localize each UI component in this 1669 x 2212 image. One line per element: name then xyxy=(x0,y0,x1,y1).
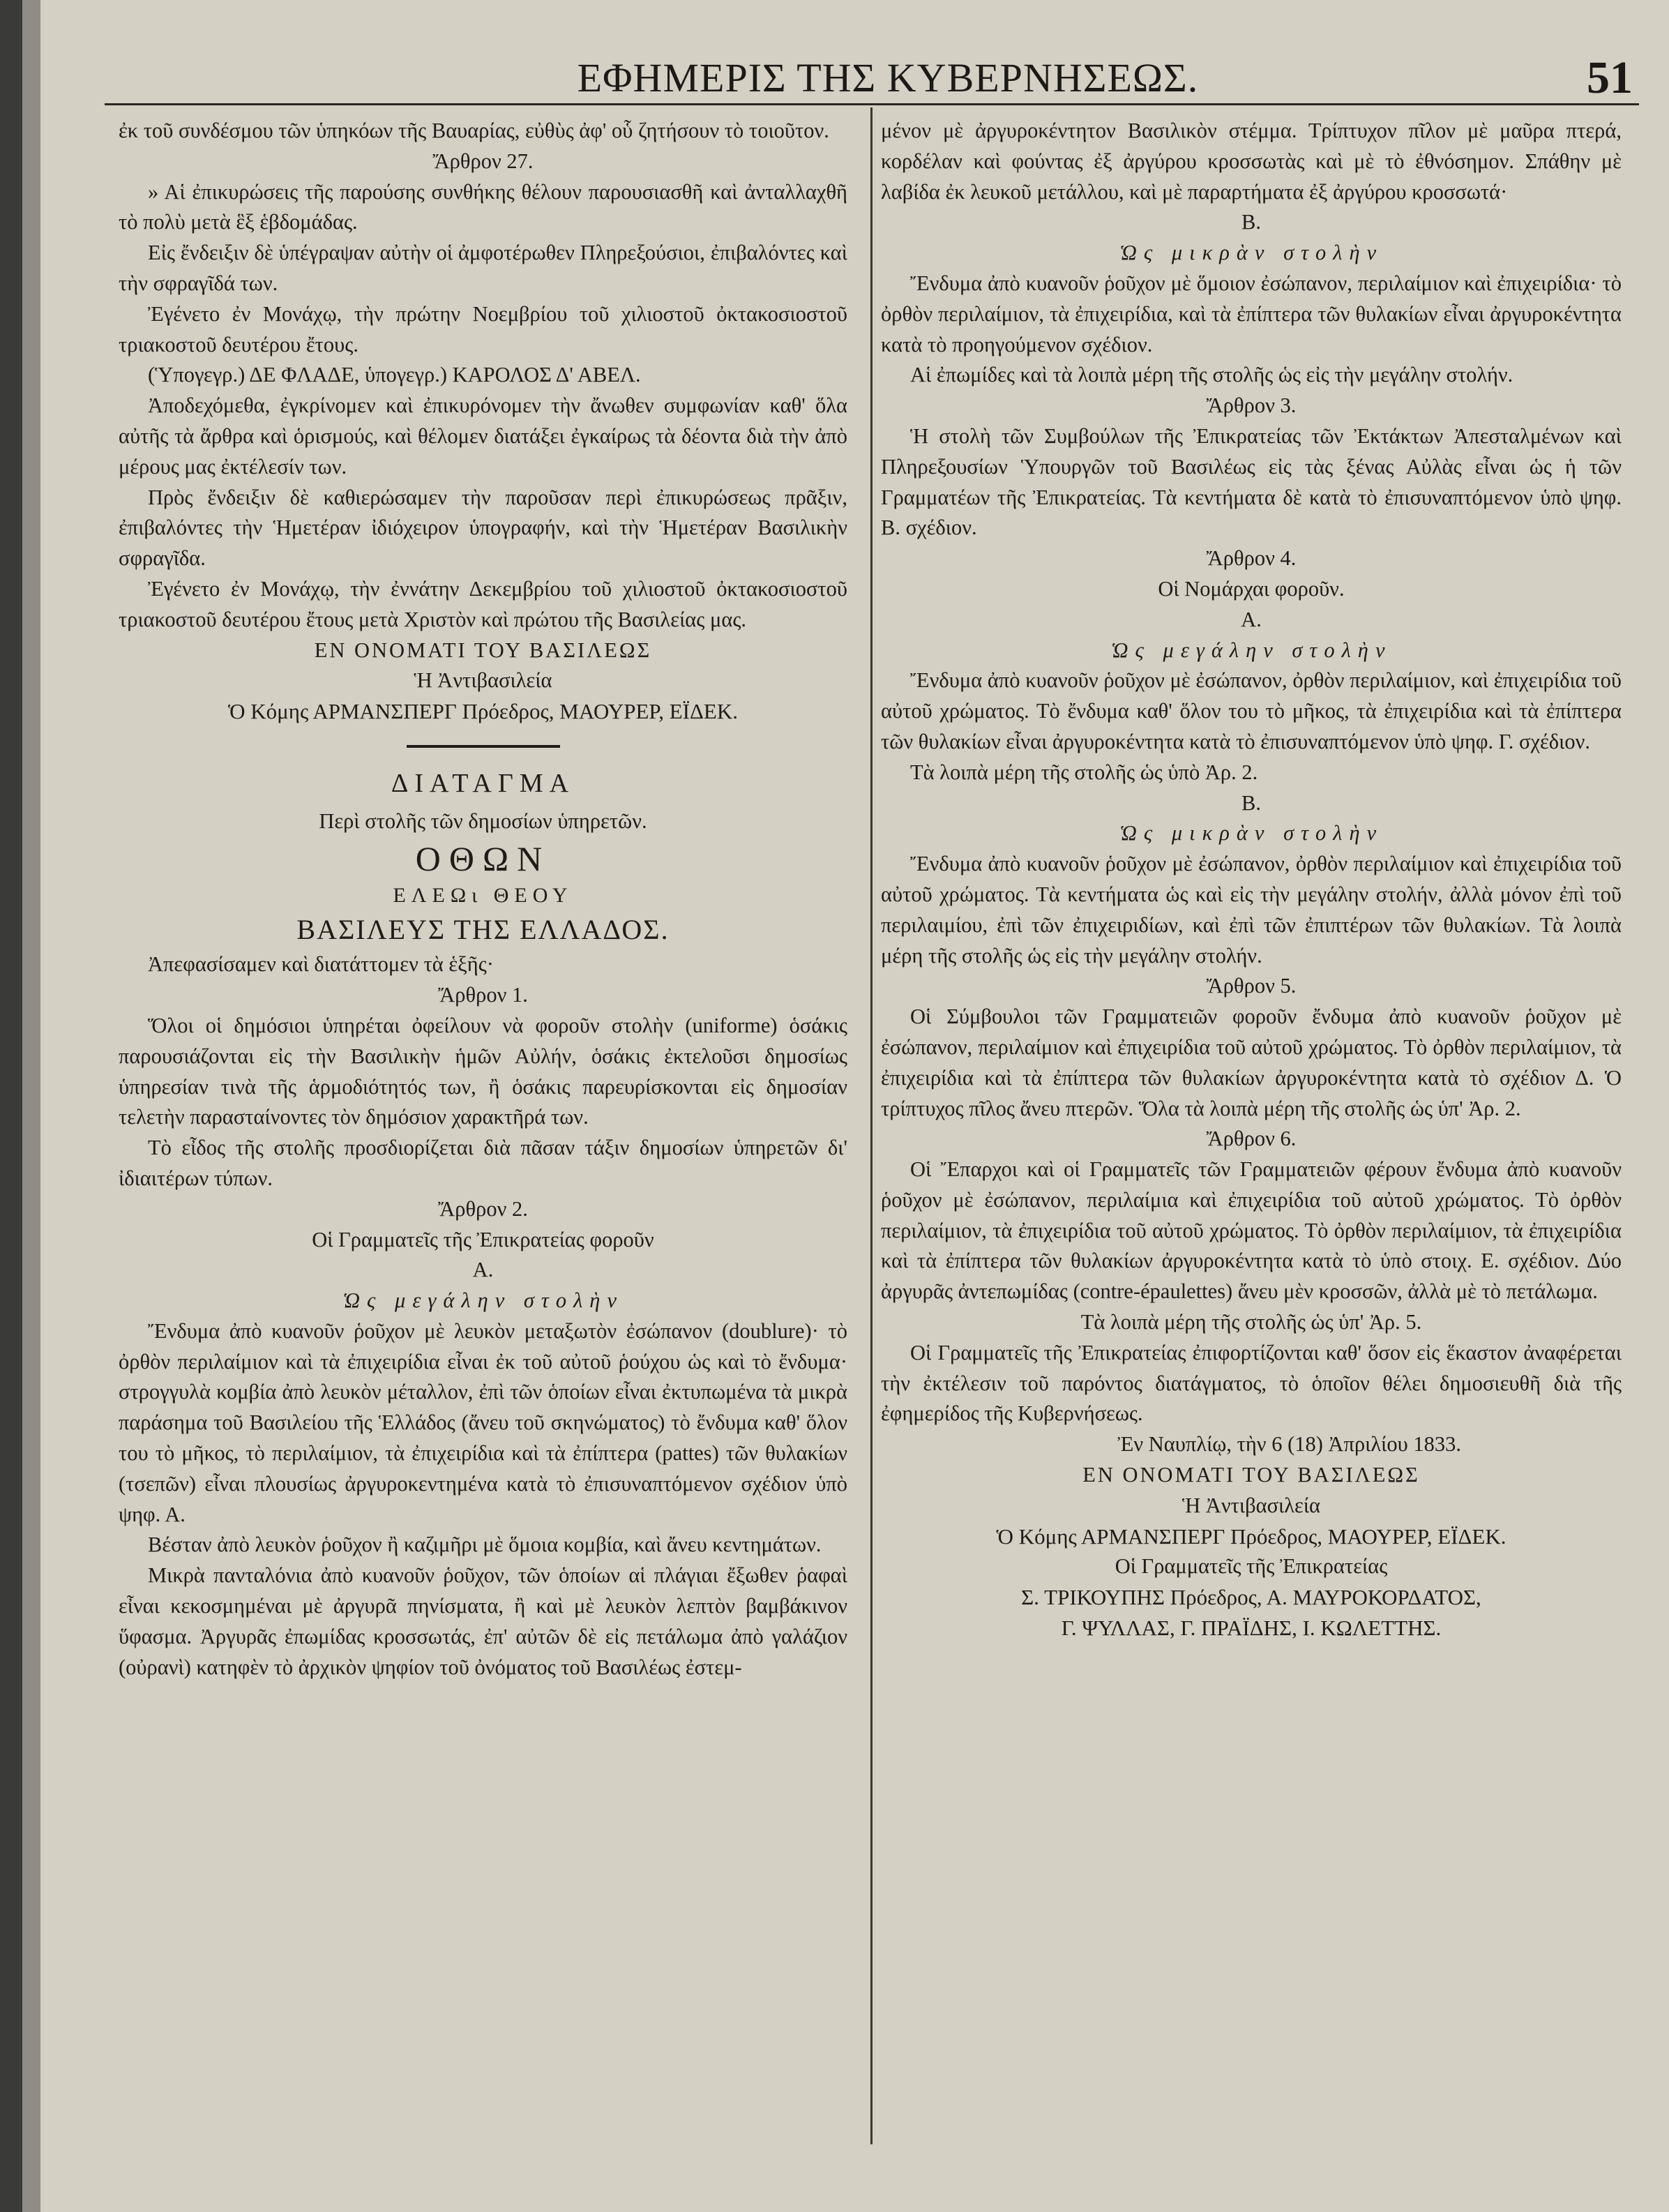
decree-title: ΔΙΑΤΑΓΜΑ xyxy=(391,768,575,798)
decree-subject: Περὶ στολῆς τῶν δημοσίων ὑπηρετῶν. xyxy=(319,808,647,833)
signature-block-title: ΕΝ ΟΝΟΜΑΤΙ ΤΟΥ ΒΑΣΙΛΕΩΣ xyxy=(1082,1463,1420,1487)
paragraph: Τὰ λοιπὰ μέρη τῆς στολῆς ὡς ὑπὸ Ἀρ. 2. xyxy=(910,760,1258,784)
regency-label: Ἡ Ἀντιβασιλεία xyxy=(1181,1493,1321,1517)
subheading: Οἱ Νομάρχαι φοροῦν. xyxy=(1158,576,1345,601)
regency-signatories: Ὁ Κόμης ΑΡΜΑΝΣΠΕΡΓ Πρόεδρος, ΜΑΟΥΡΕΡ, ΕΪΔΕΚ. xyxy=(228,699,738,724)
page-gutter-shadow xyxy=(22,0,40,2212)
paragraph: Τὸ εἶδος τῆς στολῆς προσδιορίζεται διὰ πᾶσαν τάξιν δημοσίων ὑπηρετῶν δι' ἰδιαιτέρων τύπων. xyxy=(119,1136,847,1190)
book-binding-edge xyxy=(0,0,22,2212)
paragraph: Βέσταν ἀπὸ λευκὸν ῥοῦχον ἢ καζιμῆρι μὲ ὅμοια κομβία, καὶ ἄνευ κεντημάτων. xyxy=(148,1533,822,1557)
article-heading: Ἄρθρον 2. xyxy=(438,1196,528,1221)
secretaries-label: Οἱ Γραμματεῖς τῆς Ἐπικρατείας xyxy=(1115,1554,1388,1579)
decree-date: Ἐν Ναυπλίῳ, τὴν 6 (18) Ἀπριλίου 1833. xyxy=(1117,1432,1461,1457)
paragraph: Ὅλοι οἱ δημόσιοι ὑπηρέται ὀφείλουν νὰ φοροῦν στολὴν (uniforme) ὁσάκις παρουσιάζονται εἰς τὴν Βασιλικὴν ἡμῶν Αὐλήν, ὁσάκις ἐκτελοῦσι δημοσίως ὑπηρεσίαν τινὰ τῆς ἁρμοδιότητός των, ἢ ὁσάκις παρευρίσκονται εἰς δημοσίαν τελετὴν παρασταίνοντες τὸν δημόσιον χαρακτῆρά των. xyxy=(119,1013,847,1129)
paragraph: Ἀπεφασίσαμεν καὶ διατάττομεν τὰ ἑξῆς· xyxy=(148,952,494,977)
column-divider xyxy=(870,107,873,2144)
paragraph: ἐκ τοῦ συνδέσμου τῶν ὑπηκόων τῆς Βαυαρίας, εὐθὺς ἀφ' οὗ ζητήσουν τὸ τοιοῦτον. xyxy=(119,119,829,142)
section-letter: Β. xyxy=(1241,210,1261,234)
paragraph: Οἱ Σύμβουλοι τῶν Γραμματειῶν φοροῦν ἔνδυμα ἀπὸ κυανοῦν ῥοῦχον μὲ ἐσώπανον, περιλαίμιον καὶ ἐπιχειρίδια τοῦ αὐτοῦ χρώματος. Τὸ ὀρθὸν περιλαίμιον, τὰ ἐπιχειρίδια καὶ τὰ ἐπίπτερα τῶν θυλακίων ἀργυροκέντητα κατὰ τὸ σχέδιον Δ. Ὁ τρίπτυχος πῖλος ἄνευ πτερῶν. Ὅλα τὰ λοιπὰ μέρη τῆς στολῆς ὡς ὑπ' Ἀρ. 2. xyxy=(881,1005,1622,1120)
paragraph: Πρὸς ἔνδειξιν δὲ καθιερώσαμεν τὴν παροῦσαν περὶ ἐπικυρώσεως πρᾶξιν, ἐπιβαλόντες τὴν Ἡμετέραν ἰδιόχειρον ὑπογραφήν, καὶ τὴν Ἡμετέραν Βασιλικὴν σφραγῖδα. xyxy=(119,485,847,571)
signature-block-title: ΕΝ ΟΝΟΜΑΤΙ ΤΟΥ ΒΑΣΙΛΕΩΣ xyxy=(314,638,652,662)
paragraph: Εἰς ἔνδειξιν δὲ ὑπέγραψαν αὐτὴν οἱ ἀμφοτέρωθεν Πληρεξούσιοι, ἐπιβαλόντες καὶ τὴν σφραγῖδά των. xyxy=(119,241,847,295)
page-number: 51 xyxy=(1587,52,1633,103)
section-letter: Β. xyxy=(1241,790,1261,815)
paragraph: Ἀποδεχόμεθα, ἐγκρίνομεν καὶ ἐπικυρόνομεν τὴν ἄνωθεν συμφωνίαν καθ' ὅλα αὐτῆς τὰ ἄρθρα καὶ ὁρισμούς, καὶ θέλομεν διατάξει ἐγκαίρως τὰ δέοντα διὰ τὴν ἀπὸ μέρους μας ἐκτέλεσίν των. xyxy=(119,393,847,479)
subheading-spaced: Ὡς μικρὰν στολὴν xyxy=(1119,821,1384,845)
article-heading: Ἄρθρον 4. xyxy=(1206,546,1297,571)
article-heading: Ἄρθρον 1. xyxy=(438,983,528,1007)
section-letter: Α. xyxy=(1241,607,1262,631)
paragraph: Ἔνδυμα ἀπὸ κυανοῦν ῥοῦχον μὲ ἐσώπανον, ὀρθὸν περιλαίμιον, καὶ ἐπιχειρίδια τοῦ αὐτοῦ χρώματος. Τὸ ἔνδυμα καθ' ὅλον του τὸ μῆκος, τὰ ἐπιχειρίδια καὶ τὰ ἐπίπτερα τῶν θυλακίων εἶναι ἀργυροκέντητα κατὰ τὸ ἐπισυναπτόμενον ὑπὸ ψηφ. Γ. σχέδιον. xyxy=(881,668,1622,753)
signature-line: (Ὑπογεγρ.) ΔΕ ΦΛΑΔΕ, ὑπογεγρ.) ΚΑΡΟΛΟΣ Δ' ΑΒΕΛ. xyxy=(148,363,641,387)
article-heading: Ἄρθρον 27. xyxy=(432,149,534,173)
subheading-spaced: Ὡς μεγάλην στολὴν xyxy=(1110,638,1392,662)
regency-signatories: Ὁ Κόμης ΑΡΜΑΝΣΠΕΡΓ Πρόεδρος, ΜΑΟΥΡΕΡ, ΕΪΔΕΚ. xyxy=(996,1523,1506,1549)
paragraph: » Αἱ ἐπικυρώσεις τῆς παρούσης συνθήκης θέλουν παρουσιασθῆ καὶ ἀνταλλαχθῆ τὸ πολὺ μετὰ ἓξ ἑβδομάδας. xyxy=(119,179,847,234)
right-column xyxy=(881,116,1622,1643)
paragraph: Οἱ Ἔπαρχοι καὶ οἱ Γραμματεῖς τῶν Γραμματειῶν φέρουν ἔνδυμα ἀπὸ κυανοῦν ῥοῦχον μὲ ἐσώπανον, περιλαίμια καὶ ἐπιχειρίδια τοῦ αὐτοῦ χρώματος. Τὸ ὀρθὸν περιλαίμιον, τὰ ἐπιχειρίδια τοῦ αὐτοῦ χρώματος. Τὸ ὀρθὸν περιλαίμιον, τὰ ἐπιχειρίδια καὶ τὰ ἐπίπτερα τῶν θυλακίων ἀργυροκέντητα κατὰ τὸ ὑπὸ στοιχ. Ε. σχέδιον. Δύο ἀργυρᾶς ἀντεπωμίδας (contre-épaulettes) ἄνευ μὲν κροσσῶν, ἀλλὰ μὲ τὸ πετάλωμα. xyxy=(881,1157,1622,1304)
paragraph: Ἡ στολὴ τῶν Συμβούλων τῆς Ἐπικρατείας τῶν Ἐκτάκτων Ἀπεσταλμένων καὶ Πληρεξουσίων Ὑπουργῶν τοῦ Βασιλέως εἰς τὰς ξένας Αὐλὰς εἶναι ὡς ἡ τῶν Γραμματέων τῆς Ἐπικρατείας. Τὰ κεντήματα δὲ κατὰ τὸ ἐπισυναπτόμενον ὑπὸ ψηφ. Β. σχέδιον. xyxy=(881,423,1622,540)
article-heading: Ἄρθρον 5. xyxy=(1206,974,1297,998)
subheading: Οἱ Γραμματεῖς τῆς Ἐπικρατείας φοροῦν xyxy=(312,1227,654,1251)
paragraph: μένον μὲ ἀργυροκέντητον Βασιλικὸν στέμμα. Τρίπτυχον πῖλον μὲ μαῦρα πτερά, κορδέλαν καὶ φούντας ἐξ ἀργύρου κροσσωτὰς καὶ μὲ τὸ ἐθνόσημον. Σπάθην μὲ λαβίδα ἐκ λευκοῦ μετάλλου, καὶ μὲ παραρτήματα ἐξ ἀργύρου κροσσωτά· xyxy=(881,119,1622,204)
king-title: ΒΑΣΙΛΕΥΣ ΤΗΣ ΕΛΛΑΔΟΣ. xyxy=(296,914,670,946)
section-letter: Α. xyxy=(472,1258,494,1282)
running-title: ΕΦΗΜΕΡΙΣ ΤΗΣ ΚΥΒΕΡΝΗΣΕΩΣ. xyxy=(577,55,1199,100)
secretaries-signatories: Σ. ΤΡΙΚΟΥΠΗΣ Πρόεδρος, Α. ΜΑΥΡΟΚΟΡΔΑΤΟΣ, xyxy=(1021,1585,1481,1610)
page-header xyxy=(40,54,1669,103)
paragraph: Ἔνδυμα ἀπὸ κυανοῦν ῥοῦχον μὲ ὅμοιον ἐσώπανον, περιλαίμιον καὶ ἐπιχειρίδια· τὸ ὀρθὸν περιλαίμιον, τὰ ἐπιχειρίδια, καὶ τὰ ἐπίπτερα τῶν θυλακίων εἶναι ἀργυροκέντητα κατὰ τὸ προηγούμενον σχέδιον. xyxy=(881,271,1622,356)
secretaries-signatories: Γ. ΨΥΛΛΑΣ, Γ. ΠΡΑΪΔΗΣ, Ι. ΚΩΛΕΤΤΗΣ. xyxy=(1061,1616,1442,1641)
paragraph: Ἐγένετο ἐν Μονάχῳ, τὴν πρώτην Νοεμβρίου τοῦ χιλιοστοῦ ὀκτακοσιοστοῦ τριακοστοῦ δευτέρου ἔτους. xyxy=(119,301,847,356)
paragraph: Ἐγένετο ἐν Μονάχῳ, τὴν ἐννάτην Δεκεμβρίου τοῦ χιλιοστοῦ ὀκτακοσιοστοῦ τριακοστοῦ δευτέρου ἔτους μετὰ Χριστὸν καὶ πρώτου τῆς Βασιλείας μας. xyxy=(119,576,847,631)
article-heading: Ἄρθρον 3. xyxy=(1206,393,1297,418)
article-heading: Ἄρθρον 6. xyxy=(1206,1127,1297,1151)
newspaper-page xyxy=(40,0,1669,2212)
paragraph: Οἱ Γραμματεῖς τῆς Ἐπικρατείας ἐπιφορτίζονται καθ' ὅσον εἰς ἕκαστον ἀναφέρεται τὴν ἐκτέλεσιν τοῦ παρόντος διατάγματος, τὸ ὁποῖον θέλει δημοσιευθῆ διὰ τῆς ἐφημερίδος τῆς Κυβερνήσεως. xyxy=(881,1340,1622,1426)
left-column xyxy=(119,116,847,1683)
paragraph: Αἱ ἐπωμίδες καὶ τὰ λοιπὰ μέρη τῆς στολῆς ὡς εἰς τὴν μεγάλην στολήν. xyxy=(910,363,1513,387)
regency-label: Ἡ Ἀντιβασιλεία xyxy=(414,668,552,693)
subheading-spaced: Ὡς μικρὰν στολὴν xyxy=(1119,241,1384,265)
header-rule xyxy=(105,103,1639,105)
paragraph: Ἔνδυμα ἀπὸ κυανοῦν ῥοῦχον μὲ λευκὸν μεταξωτὸν ἐσώπανον (doublure)· τὸ ὀρθὸν περιλαίμιον καὶ τὰ ἐπιχειρίδια εἶναι ἐκ τοῦ αὐτοῦ ῥούχου ὡς καὶ τὸ ἔνδυμα· στρογγυλὰ κομβία ἀπὸ λευκὸν μέταλλον, ἐπὶ τῶν ὁποίων εἶναι ἐκτυπωμένα τὰ μικρὰ παράσημα τοῦ Βασιλείου τῆς Ἑλλάδος (ἄνευ τοῦ σκηνώματος) τὸ ἔνδυμα καθ' ὅλον του τὸ μῆκος, τὸ περιλαίμιον, τὰ ἐπιχειρίδια καὶ τὰ ἐπίπτερα (pattes) τῶν θυλακίων (τσεπῶν) εἶναι πλουσίως ἀργυροκεντημένα κατὰ τὸ ἐπισυναπτόμενον σχέδιον ὑπὸ ψηφ. Α. xyxy=(119,1318,847,1526)
paragraph-centered: Τὰ λοιπὰ μέρη τῆς στολῆς ὡς ὑπ' Ἀρ. 5. xyxy=(1080,1310,1422,1334)
king-name: ΟΘΩΝ xyxy=(415,838,551,878)
paragraph: Μικρὰ πανταλόνια ἀπὸ κυανοῦν ῥοῦχον, τῶν ὁποίων αἱ πλάγιαι ἔξωθεν ῥαφαὶ εἶναι κεκοσμημέναι μὲ ἀργυρᾶ πηνίσματα, ἢ καὶ μὲ λευκὸν λεπτὸν βαμβάκινον ὕφασμα. Ἀργυρᾶς ἐπωμίδας κροσσωτάς, ἐπ' αὐτῶν δὲ εἰς πετάλωμα ἀπὸ γαλάζιον (οὐρανὶ) κατηφὲν τὸ ἀρχικὸν ψηφίον τοῦ ὀνόματος τοῦ Βασιλέως ἐστεμ- xyxy=(119,1563,847,1679)
section-rule xyxy=(407,745,560,748)
by-grace-of-god: ΕΛΕΩι ΘΕΟΥ xyxy=(393,883,573,907)
paragraph: Ἔνδυμα ἀπὸ κυανοῦν ῥοῦχον μὲ ἐσώπανον, ὀρθὸν περιλαίμιον καὶ ἐπιχειρίδια τοῦ αὐτοῦ χρώματος. Τὰ κεντήματα ὡς καὶ εἰς τὴν μεγάλην στολήν, ἀλλὰ μόνον ἐπὶ τοῦ περιλαιμίου, ἐπὶ τῶν ἐπιχειριδίων, καὶ ἐπὶ τῶν ἐπιπτέρων τῶν θυλακίων. Τὰ λοιπὰ μέρη τῆς στολῆς ὡς εἰς τὴν μεγάλην στολήν. xyxy=(881,852,1622,968)
subheading-spaced: Ὡς μεγάλην στολὴν xyxy=(342,1288,624,1313)
